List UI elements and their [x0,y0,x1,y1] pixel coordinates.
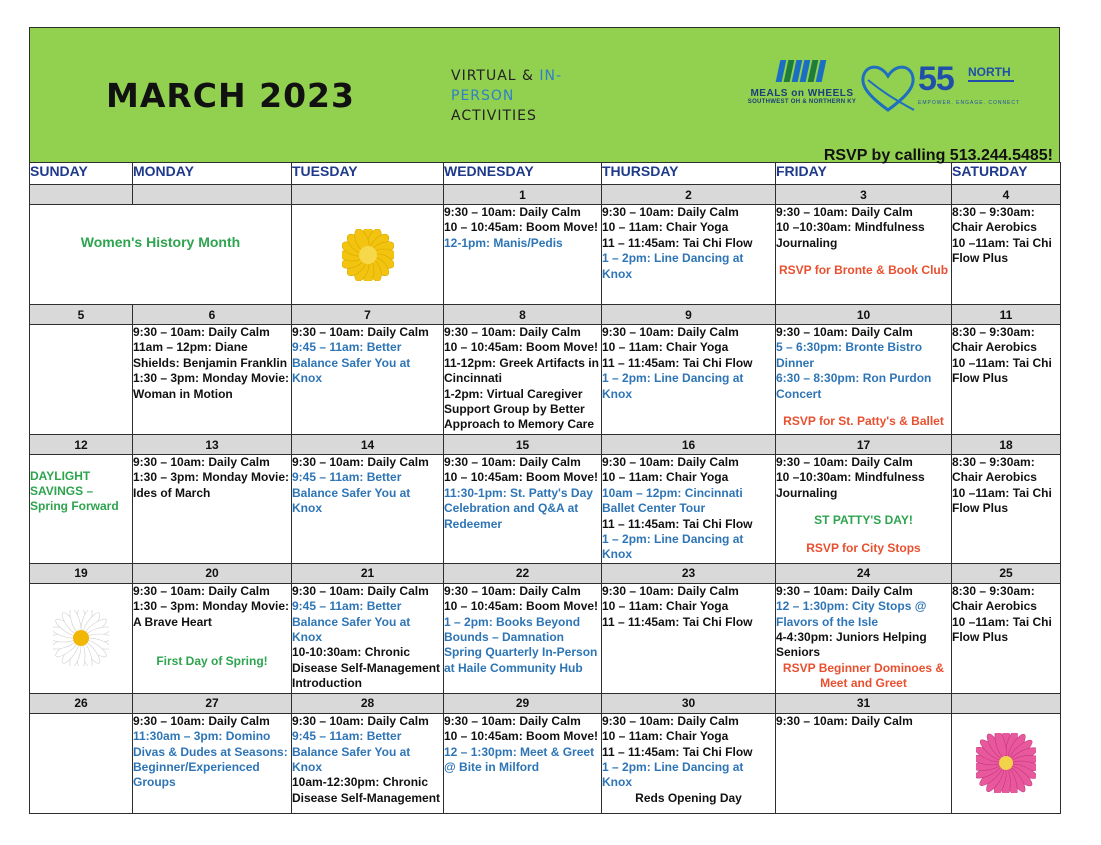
event-text: 10am – 12pm: Cincinnati Ballet Center Tour [602,485,743,516]
event-text: 11:30am – 3pm: Domino Divas & Dudes at Seasons: Beginner/Experienced Groups [133,729,288,790]
day-cell [30,325,133,435]
meals-on-wheels-logo: MEALS on WHEELS SOUTHWEST OH & NORTHERN KY [742,56,862,122]
date-number: 15 [444,435,602,455]
event-text: 9:30 – 10am: Daily Calm [444,325,581,339]
event-text: First Day of Spring! [156,654,268,669]
date-number [952,693,1061,713]
event-text: 9:30 – 10am: Daily Calm [602,713,739,728]
day-cell [30,583,133,693]
event-text: 1 – 2pm: Line Dancing at Knox [602,760,744,790]
date-number: 2 [602,185,776,205]
event-text: 9:30 – 10am: Daily Calm [133,583,270,598]
event-text: 9:30 – 10am: Daily Calm [444,713,581,728]
event-text: 10 – 11am: Chair Yoga [602,599,729,614]
day-cell [952,455,1061,564]
event-text: 9:30 – 10am: Daily Calm [776,205,913,219]
event-text: 9:45 – 11am: Better Balance Safer You at Knox [292,340,411,386]
page-title: MARCH 2023 [106,76,355,115]
event-text: 9:30 – 10am: Daily Calm [776,583,913,598]
event-text: RSVP for City Stops [806,540,921,555]
event-text: 9:30 – 10am: Daily Calm [444,455,581,469]
date-number: 8 [444,305,602,325]
event-text: 1-2pm: Virtual Caregiver Support Group by Better Approach to Memory Care [444,386,595,432]
event-text: 9:30 – 10am: Daily Calm [292,713,429,728]
date-number: 22 [444,563,602,583]
day-cell [952,205,1061,305]
date-number: 4 [952,185,1061,205]
event-text: 10 –11am: Tai Chi Flow Plus [952,485,1052,516]
date-number: 24 [776,563,952,583]
day-cell [444,455,602,564]
daylight-savings-label: DAYLIGHT SAVINGS – Spring Forward [30,469,119,513]
day-cell [952,325,1061,435]
day-header: WEDNESDAY [444,163,602,185]
event-text: 9:30 – 10am: Daily Calm [444,583,581,598]
day-header: SATURDAY [952,163,1061,185]
day-header: THURSDAY [602,163,776,185]
event-text: 9:30 – 10am: Daily Calm [776,713,913,728]
mow-bars-icon [778,60,862,82]
event-text: 10 –11am: Tai Chi Flow Plus [952,614,1052,645]
event-text: 9:30 – 10am: Daily Calm [776,455,913,469]
event-text: 10 – 10:45am: Boom Move! [444,470,599,485]
event-text: 9:30 – 10am: Daily Calm [292,455,429,469]
day-cell [776,583,952,693]
date-number: 28 [292,693,444,713]
date-number: 3 [776,185,952,205]
date-number: 13 [133,435,292,455]
day-cell [602,205,776,305]
event-text: 9:30 – 10am: Daily Calm [292,325,429,339]
date-number: 9 [602,305,776,325]
day-cell [776,325,952,435]
date-number: 19 [30,563,133,583]
day-cell [30,205,292,305]
day-cell [776,713,952,813]
event-text: 9:30 – 10am: Daily Calm [602,455,739,469]
event-text: 10 – 10:45am: Boom Move! [444,729,599,744]
event-text: 10am-12:30pm: Chronic Disease Self-Management [292,775,441,805]
date-number: 5 [30,305,133,325]
event-text: RSVP for Bronte & Book Club [778,263,949,278]
date-number: 26 [30,693,133,713]
event-text: 12 – 1:30pm: Meet & Greet @ Bite in Milford [444,744,595,775]
pink-flower-icon [952,733,1060,793]
date-number: 1 [444,185,602,205]
event-text: 1 – 2pm: Books Beyond Bounds – Damnation Spring Quarterly In-Person at Haile Community Hub [444,614,598,675]
date-number: 14 [292,435,444,455]
date-number: 21 [292,563,444,583]
event-text: 10 – 11am: Chair Yoga [602,470,729,485]
heart-icon [858,60,918,116]
event-text: 8:30 – 9:30am: Chair Aerobics [952,205,1037,235]
event-text: 9:30 – 10am: Daily Calm [133,713,270,728]
day-cell [776,455,952,564]
calendar-page [29,27,1060,814]
date-number [292,185,444,205]
event-text: 1:30 – 3pm: Monday Movie: Woman in Motion [133,371,290,401]
event-text: 10 – 10:45am: Boom Move! [444,599,599,614]
event-text: 11 – 11:45am: Tai Chi Flow [602,516,753,531]
event-text: 9:30 – 10am: Daily Calm [602,583,739,598]
event-text: 11 – 11:45am: Tai Chi Flow [602,614,753,629]
event-text: 12-1pm: Manis/Pedis [444,235,563,250]
day-header: FRIDAY [776,163,952,185]
date-number [30,185,133,205]
event-text: 9:30 – 10am: Daily Calm [776,325,913,339]
day-header: TUESDAY [292,163,444,185]
date-number: 17 [776,435,952,455]
date-number: 6 [133,305,292,325]
event-text: 10 –10:30am: Mindfulness Journaling [776,470,925,500]
event-text: 10 –11am: Tai Chi Flow Plus [952,235,1052,266]
event-text: ST PATTY'S DAY! [814,513,913,528]
event-text: 6:30 – 8:30pm: Ron Purdon Concert [776,371,932,401]
day-cell [444,583,602,693]
calendar-grid [29,162,1061,814]
day-cell [444,713,602,813]
page-subtitle: VIRTUAL & IN-PERSON ACTIVITIES [451,68,563,124]
event-text: 8:30 – 9:30am: Chair Aerobics [952,325,1037,355]
day-cell [292,205,444,305]
daisy-icon [30,610,132,666]
day-cell [602,455,776,564]
rsvp-phone-note: RSVP by calling 513.244.5485! [823,147,1053,164]
event-text: 5 – 6:30pm: Bronte Bistro Dinner [776,340,923,370]
55-north-logo: 55 NORTH EMPOWER. ENGAGE. CONNECT [918,60,1021,106]
header-banner [29,27,1060,162]
date-number [133,185,292,205]
date-number: 29 [444,693,602,713]
event-text: Reds Opening Day [635,790,742,805]
event-text: 10 –10:30am: Mindfulness Journaling [776,220,925,250]
event-text: 10 – 11am: Chair Yoga [602,729,729,744]
day-cell [133,455,292,564]
event-text: 11:30-1pm: St. Patty's Day Celebration and Q&A at Redeemer [444,485,593,531]
date-number: 11 [952,305,1061,325]
day-cell [444,325,602,435]
day-header: SUNDAY [30,163,133,185]
day-cell [292,583,444,693]
date-number: 30 [602,693,776,713]
event-text: 10 – 11am: Chair Yoga [602,340,729,355]
day-cell [602,713,776,813]
date-number: 10 [776,305,952,325]
event-text: 9:45 – 11am: Better Balance Safer You at Knox [292,729,411,775]
date-number: 12 [30,435,133,455]
event-text: RSVP Beginner Dominoes & Meet and Greet [782,660,945,691]
event-text: 9:45 – 11am: Better Balance Safer You at Knox [292,599,411,645]
date-number: 16 [602,435,776,455]
event-text: 11-12pm: Greek Artifacts in Cincinnati [444,355,599,386]
yellow-dahlia-icon [292,229,443,281]
event-text: 1:30 – 3pm: Monday Movie: A Brave Heart [133,599,290,629]
day-cell [133,583,292,693]
day-cell [292,713,444,813]
date-number: 23 [602,563,776,583]
day-cell [602,583,776,693]
day-cell [292,455,444,564]
event-text: 9:30 – 10am: Daily Calm [133,325,270,339]
event-text: 11am – 12pm: Diane Shields: Benjamin Franklin [133,340,288,370]
event-text: 10-10:30am: Chronic Disease Self-Management Introduction [292,645,441,691]
day-cell [602,325,776,435]
day-cell [30,713,133,813]
date-number: 20 [133,563,292,583]
event-text: 1 – 2pm: Line Dancing at Knox [602,532,744,562]
event-text: 9:30 – 10am: Daily Calm [444,205,581,219]
event-text: 11 – 11:45am: Tai Chi Flow [602,235,753,250]
event-text: 9:45 – 11am: Better Balance Safer You at Knox [292,470,411,516]
date-number: 7 [292,305,444,325]
day-cell [133,325,292,435]
day-cell [292,325,444,435]
event-text: 10 – 10:45am: Boom Move! [444,340,599,355]
event-text: 9:30 – 10am: Daily Calm [602,205,739,219]
womens-history-month-label: Women's History Month [80,233,241,250]
date-number: 25 [952,563,1061,583]
day-cell [133,713,292,813]
day-cell [776,205,952,305]
event-text: 10 –11am: Tai Chi Flow Plus [952,355,1052,386]
event-text: 4-4:30pm: Juniors Helping Seniors [776,630,927,660]
date-number: 31 [776,693,952,713]
event-text: 8:30 – 9:30am: Chair Aerobics [952,455,1037,485]
event-text: 10 – 10:45am: Boom Move! [444,220,599,235]
event-text: 9:30 – 10am: Daily Calm [602,325,739,339]
day-cell [30,455,133,564]
event-text: 11 – 11:45am: Tai Chi Flow [602,744,753,759]
event-text: 12 – 1:30pm: City Stops @ Flavors of the Isle [776,599,927,629]
event-text: 9:30 – 10am: Daily Calm [292,583,429,598]
date-number: 27 [133,693,292,713]
event-text: 8:30 – 9:30am: Chair Aerobics [952,583,1037,614]
day-cell [952,713,1061,813]
date-number: 18 [952,435,1061,455]
event-text: 11 – 11:45am: Tai Chi Flow [602,355,753,370]
event-text: 1 – 2pm: Line Dancing at Knox [602,251,744,281]
event-text: 1 – 2pm: Line Dancing at Knox [602,371,744,401]
event-text: 10 – 11am: Chair Yoga [602,220,729,235]
event-text: 1:30 – 3pm: Monday Movie: Ides of March [133,470,290,500]
day-cell [444,205,602,305]
event-text: 9:30 – 10am: Daily Calm [133,455,270,469]
day-header: MONDAY [133,163,292,185]
day-cell [952,583,1061,693]
event-text: RSVP for St. Patty's & Ballet [783,414,944,429]
